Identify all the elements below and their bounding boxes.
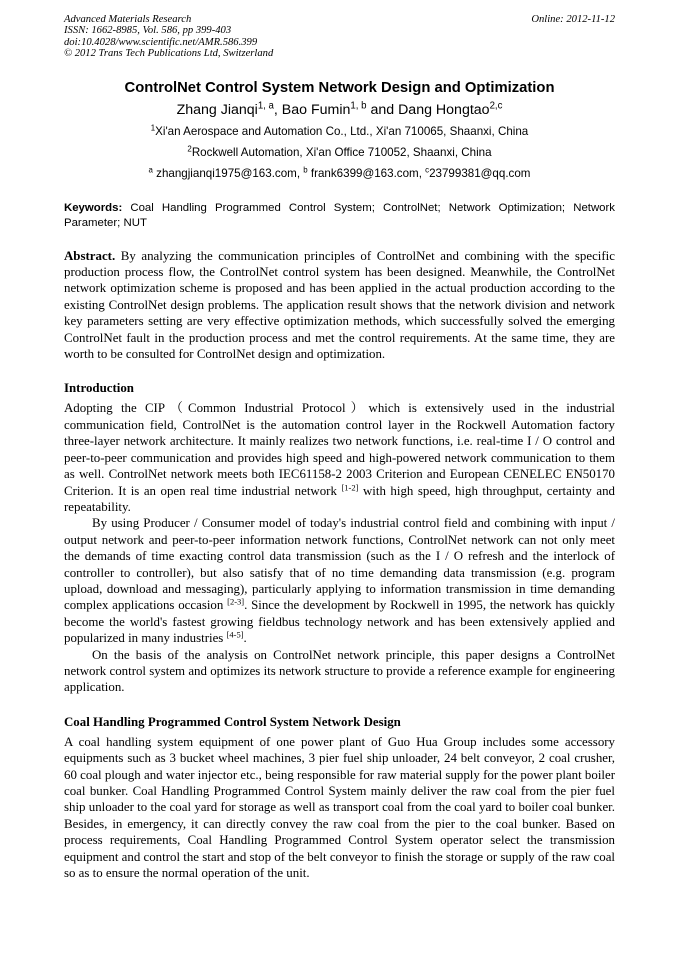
introduction-body [64,400,615,695]
paragraph-text: . [243,631,247,646]
email-line [64,163,615,184]
paragraph-text: with high speed, high throughput, certainty and repeatability. [64,483,616,514]
journal-doi: doi:10.4028/www.scientific.net/AMR.586.399 [64,36,258,48]
online-date: Online: 2012-11-12 [531,14,615,25]
journal-header [64,14,615,60]
email-mark: b [303,165,308,175]
section-heading-introduction: Introduction [64,381,134,396]
journal-info [64,14,273,60]
keywords-label: Keywords: [64,201,123,214]
paper-title: ControlNet Control System Network Design and Optimization [124,79,555,96]
author-affiliation-mark: 1, b [350,100,367,112]
paragraph-text: By using Producer / Consumer model of today's industrial control field and combining with input / output network and peer-to-peer information network functions, ControlNet network can not only meet the demands of time exacting control data transmission (such as the I / O refresh and the interlock of controller to controller), but also satisfy that of no time demanding data transmission (e.g. program upload, download and messaging), particularly applying to information transmission in time demanding complex applications occasion [64,516,615,613]
author-affiliation-mark: 2,c [489,100,503,112]
coal-section-body [64,734,615,882]
journal-copyright: © 2012 Trans Tech Publications Ltd, Switzerland [64,48,274,60]
paper-page [64,14,615,881]
affiliation-mark: 2 [187,144,192,154]
paragraph [64,515,615,646]
paragraph-text: Adopting the CIP（Common Industrial Protocol）which is extensively used in the industrial communication field, ControlNet is the automation control layer in the Rockwell Automation factory three-layer network architecture. It mainly realizes two network functions, i.e. real-time I / O control and peer-to-peer communication and provides high speed and high-powered network communication to them as well. ControlNet network meets both IEC61158-2 2003 Criterion and European CENELEC EN50170 Criterion. It is an open real time industrial network [64,401,615,498]
paragraph: A coal handling system equipment of one power plant of Guo Hua Group includes some accessory equipments such as 3 bucket wheel machines, 3 pier fuel ship unloader, 24 belt conveyor, 2 coal crusher, 60 coal plough and water injector etc., being responsible for raw material supply for the power plant boiler coal bunker. Coal Handling Programmed Control System mainly deliver the raw coal from the pier fuel ship unloader to the coal yard for storage as well as transport coal from the coal yard to boiler coal bunker. Besides, in emergency, it can directly convey the raw coal from the pier to the coal bunker. Based on process requirements, Coal Handling Programmed Control System operator select the transmission equipment and control the start and stop of the belt conveyor to finish the storage or supply of the raw coal so as to ensure the normal operation of the unit. [64,734,615,881]
author-separator: , [273,101,282,118]
citation: [4-5] [226,629,244,640]
journal-name: Advanced Materials Research [64,14,192,25]
email-mark: a [148,165,153,175]
affiliation-1 [64,121,615,142]
section-heading-coal-handling: Coal Handling Programmed Control System Network Design [64,714,401,729]
paragraph: On the basis of the analysis on ControlNet network principle, this paper designs a ControlNet network control system and optimizes its network structure to provide a reference example for engineering application. [64,647,615,695]
email-address: frank6399@163.com, [307,166,426,180]
affiliation-2 [64,142,615,163]
paragraph-text: . Since the development by Rockwell in 1995, the network has quickly become the world's fastest growing fieldbus technology network and has been extensively applied and popularized in many industries [64,598,615,646]
author-name: Zhang Jianqi [176,101,258,118]
abstract-block [64,248,615,363]
keywords-block [64,201,615,231]
email-address: zhangjianqi1975@163.com, [152,166,304,180]
citation: [1-2] [341,481,359,492]
author-affiliation-mark: 1, a [257,100,274,112]
email-address: 23799381@qq.com [429,166,531,180]
citation: [2-3] [227,596,245,607]
journal-issn: ISSN: 1662-8985, Vol. 586, pp 399-403 [64,25,232,37]
author-name: Dang Hongtao [398,101,490,118]
abstract-text: By analyzing the communication principles of ControlNet and combining with the specific production process flow, the ControlNet control system has been designed. Meanwhile, the ControlNet network optimization scheme is proposed and has been applied in the actual production according to the existing ControlNet design problems. The application result shows that the network division and network key parameters setting are very effective optimization methods, which successfully solved the emerging ControlNet fault in the production process and met the control requirements. At the same time, they are worth to be consulted for ControlNet design and optimization. [64,248,615,362]
email-mark: c [425,165,430,175]
author-line [64,100,615,121]
author-separator: and [366,101,399,118]
affiliation-text: Xi'an Aerospace and Automation Co., Ltd., Xi'an 710065, Shaanxi, China [155,124,529,138]
abstract-label: Abstract. [64,248,116,263]
paragraph [64,400,615,515]
affiliation-text: Rockwell Automation, Xi'an Office 710052, Shaanxi, China [191,145,492,159]
keywords-text: Coal Handling Programmed Control System; ControlNet; Network Optimization; Network Parameter; NUT [64,201,615,229]
author-name: Bao Fumin [281,101,351,118]
affiliation-mark: 1 [150,123,156,133]
